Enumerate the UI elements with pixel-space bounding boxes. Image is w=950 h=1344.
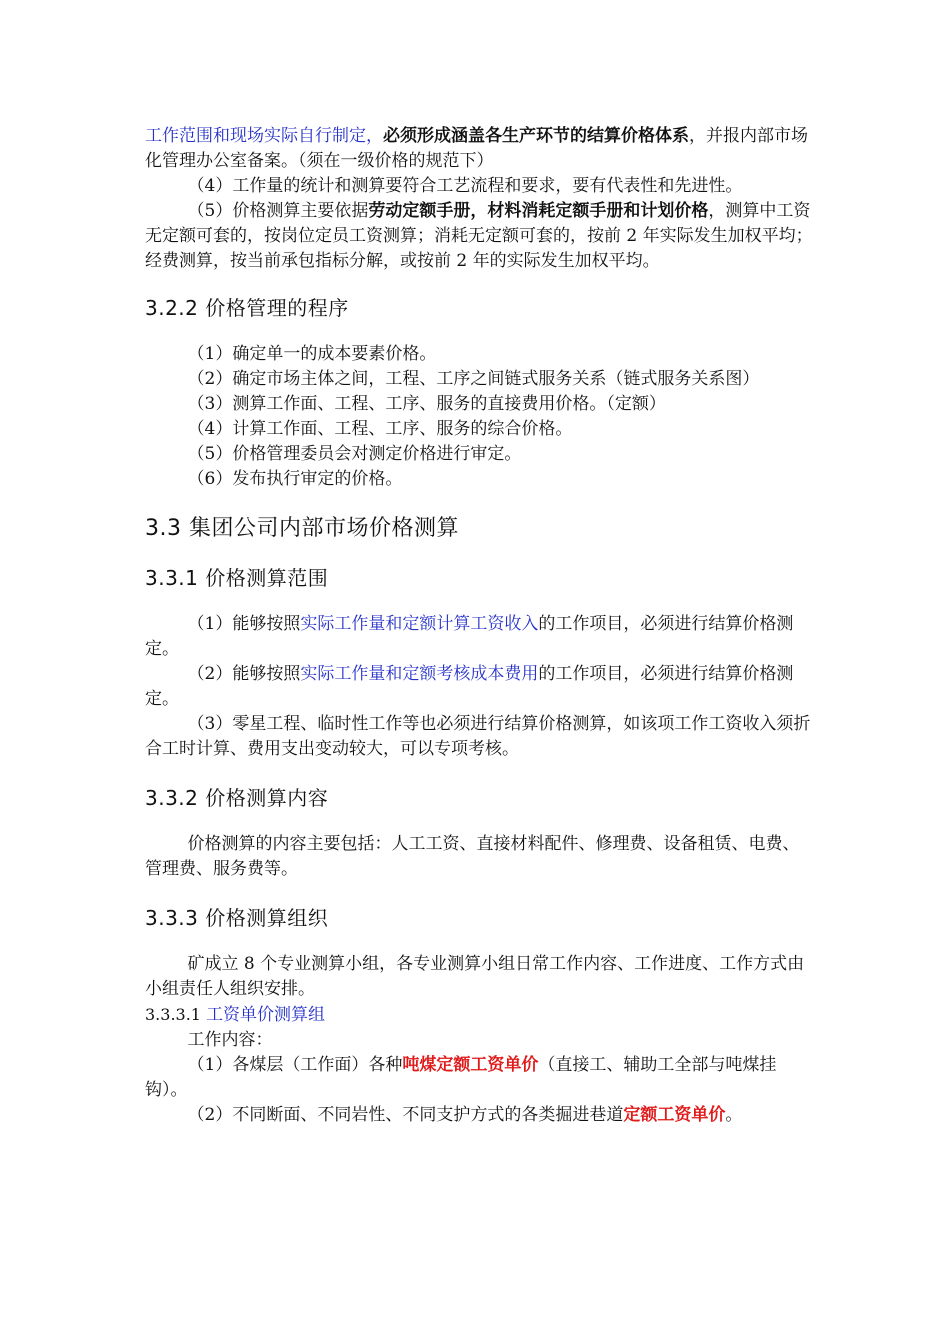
bold-text: 必须形成涵盖各生产环节的结算价格体系 [383,126,689,146]
heading-3-3-3-1 [145,1002,815,1028]
list-item [145,612,815,662]
paragraph-3-3-3: 矿成立 8 个专业测算小组，各专业测算小组日常工作内容、工作进度、工作方式由小组责任人组织安排。 [145,954,805,999]
heading-3-3-3: 3.3.3 价格测算组织 [145,906,329,930]
list-item: （5）价格管理委员会对测定价格进行审定。 [187,444,522,464]
paragraph-text: 的工作项目，必须进行结算价格测定。 [145,664,794,709]
list-3-3-1 [145,612,815,762]
list-item: （6）发布执行审定的价格。 [187,469,403,489]
paragraph-price-system [145,124,815,174]
document-body [145,124,815,1128]
emphasis-text: 吨煤定额工资单价 [402,1055,539,1075]
paragraph-text: （2）能够按照 [187,664,301,684]
paragraph-text: （5）价格测算主要依据 [187,201,369,221]
paragraph-text: 。 [725,1105,743,1125]
work-item-2 [145,1103,815,1128]
heading-3-3-2: 3.3.2 价格测算内容 [145,786,329,810]
heading-3-3: 3.3 集团公司内部市场价格测算 [145,516,459,541]
paragraph-item-4: （4）工作量的统计和测算要符合工艺流程和要求，要有代表性和先进性。 [187,176,743,196]
heading-3-2-2: 3.2.2 价格管理的程序 [145,296,349,320]
paragraph-item-5 [145,199,815,274]
paragraph-text: （直接工、辅助工全部与吨煤挂钩）。 [145,1055,777,1100]
paragraph-3-3-2: 价格测算的内容主要包括：人工工资、直接材料配件、修理费、设备租赁、电费、管理费、服务费等。 [145,834,800,879]
highlight-text: 工作范围和现场实际自行制定， [145,126,383,146]
highlight-text: 实际工作量和定额考核成本费用 [300,664,539,684]
paragraph-text: ，测算中工资无定额可套的，按岗位定员工资测算；消耗无定额可套的，按前 2 年实际发生加权平均；经费测算，按当前承包指标分解，或按前 2 年的实际发生加权平均。 [145,201,813,271]
list-3-2-2 [145,342,815,492]
paragraph-text: （2）不同断面、不同岩性、不同支护方式的各类掘进巷道 [187,1105,624,1125]
list-item: （1）确定单一的成本要素价格。 [187,344,437,364]
emphasis-text: 定额工资单价 [623,1105,726,1125]
paragraph-text: （1）各煤层（工作面）各种 [187,1055,403,1075]
heading-3-3-1: 3.3.1 价格测算范围 [145,566,329,590]
paragraph-text: ，并报内部市场化管理办公室备案。（须在一级价格的规范下） [145,126,808,171]
list-item: （3）测算工作面、工程、工序、服务的直接费用价格。（定额） [187,394,666,414]
work-item-1 [145,1053,815,1103]
list-item: （2）确定市场主体之间，工程、工序之间链式服务关系（链式服务关系图） [187,369,760,389]
paragraph-text: （1）能够按照 [187,614,301,634]
paragraph-text: 的工作项目，必须进行结算价格测定。 [145,614,794,659]
highlight-text: 实际工作量和定额计算工资收入 [300,614,539,634]
section-title: 工资单价测算组 [206,1005,326,1025]
work-content-label: 工作内容： [187,1030,273,1050]
list-item: （3）零星工程、临时性工作等也必须进行结算价格测算，如该项工作工资收入须折合工时计算、费用支出变动较大，可以专项考核。 [145,714,811,759]
bold-text: 劳动定额手册，材料消耗定额手册和计划价格 [368,201,709,221]
list-item [145,662,815,712]
list-item: （4）计算工作面、工程、工序、服务的综合价格。 [187,419,573,439]
section-number: 3.3.3.1 [145,1005,207,1024]
